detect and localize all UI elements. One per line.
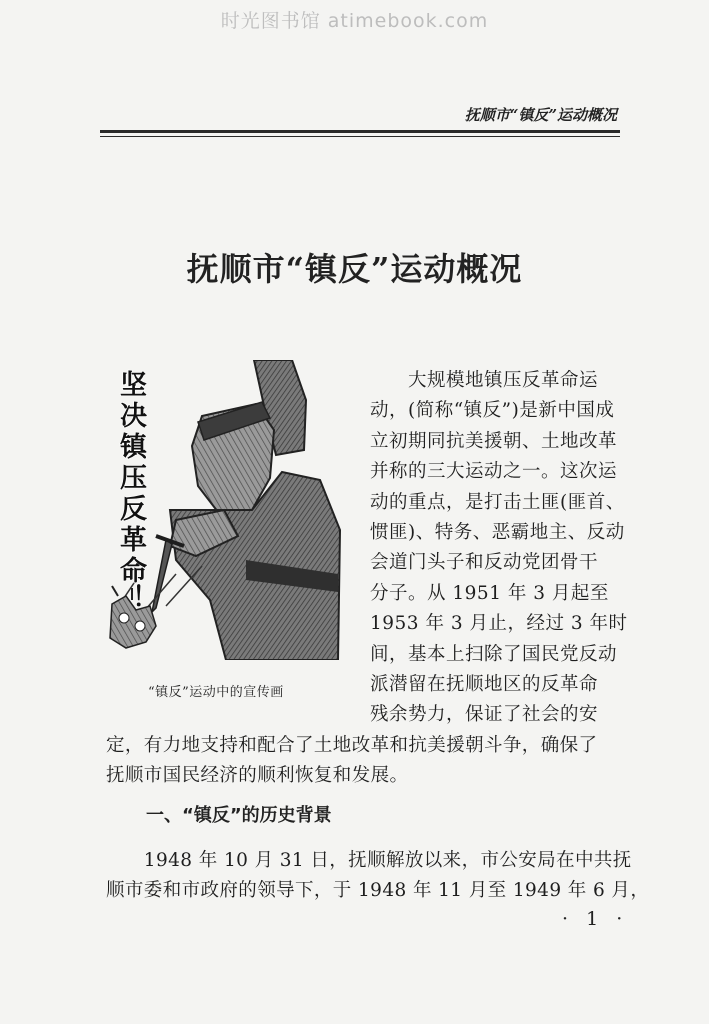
text-line: 派潜留在抚顺地区的反革命 [370, 674, 599, 696]
page-title: 抚顺市“镇反”运动概况 [186, 250, 523, 288]
text-line: 抚顺市国民经济的顺利恢复和发展。 [106, 765, 409, 787]
header-rule [100, 130, 620, 133]
text-line: 动的重点，是打击土匪(匪首、 [370, 491, 625, 513]
text-line: 间，基本上扫除了国民党反动 [370, 643, 618, 665]
text-line: 分子。从 1951 年 3 月起至 [370, 582, 609, 604]
slogan-text [120, 370, 159, 613]
slogan-char: 革 [120, 525, 147, 556]
paragraph-intro-continued [106, 731, 666, 792]
slogan-char: 决 [120, 401, 147, 432]
poster-caption: “镇反”运动中的宣传画 [148, 685, 284, 700]
slogan-char: 镇 [120, 432, 147, 463]
propaganda-poster-illustration [106, 360, 342, 660]
page-number: · 1 · [562, 908, 629, 930]
text-line: 1953 年 3 月止，经过 3 年时 [370, 613, 628, 635]
text-line: 大规模地镇压反革命运 [370, 370, 599, 391]
text-line: 会道门头子和反动党团骨干 [370, 552, 599, 574]
paragraph-intro [370, 366, 670, 731]
text-line: 立初期同抗美援朝、土地改革 [370, 430, 618, 452]
slogan-char: ！ [132, 582, 159, 613]
text-line: 惯匪)、特务、恶霸地主、反动 [370, 522, 625, 544]
paragraph-history [106, 846, 666, 907]
text-line: 残余势力，保证了社会的安 [370, 704, 599, 726]
text-line: 顺市委和市政府的领导下，于 1948 年 11 月至 1949 年 6 月， [106, 880, 650, 902]
slogan-char: 反 [120, 494, 147, 525]
watermark: 时光图书馆 atimebook.com [220, 10, 489, 32]
slogan-char: 命 [120, 556, 147, 587]
text-line: 动，(简称“镇反”)是新中国成 [370, 400, 615, 422]
header-rule-thin [100, 136, 620, 137]
section-heading: 一、“镇反”的历史背景 [146, 805, 332, 826]
slogan-char: 压 [120, 463, 147, 494]
text-line: 1948 年 10 月 31 日，抚顺解放以来，市公安局在中共抚 [106, 850, 632, 871]
slogan-char: 坚 [120, 370, 147, 401]
text-line: 定，有力地支持和配合了土地改革和抗美援朝斗争，确保了 [106, 735, 598, 756]
text-line: 并称的三大运动之一。这次运 [370, 461, 618, 483]
running-head: 抚顺市“镇反”运动概况 [464, 106, 617, 124]
